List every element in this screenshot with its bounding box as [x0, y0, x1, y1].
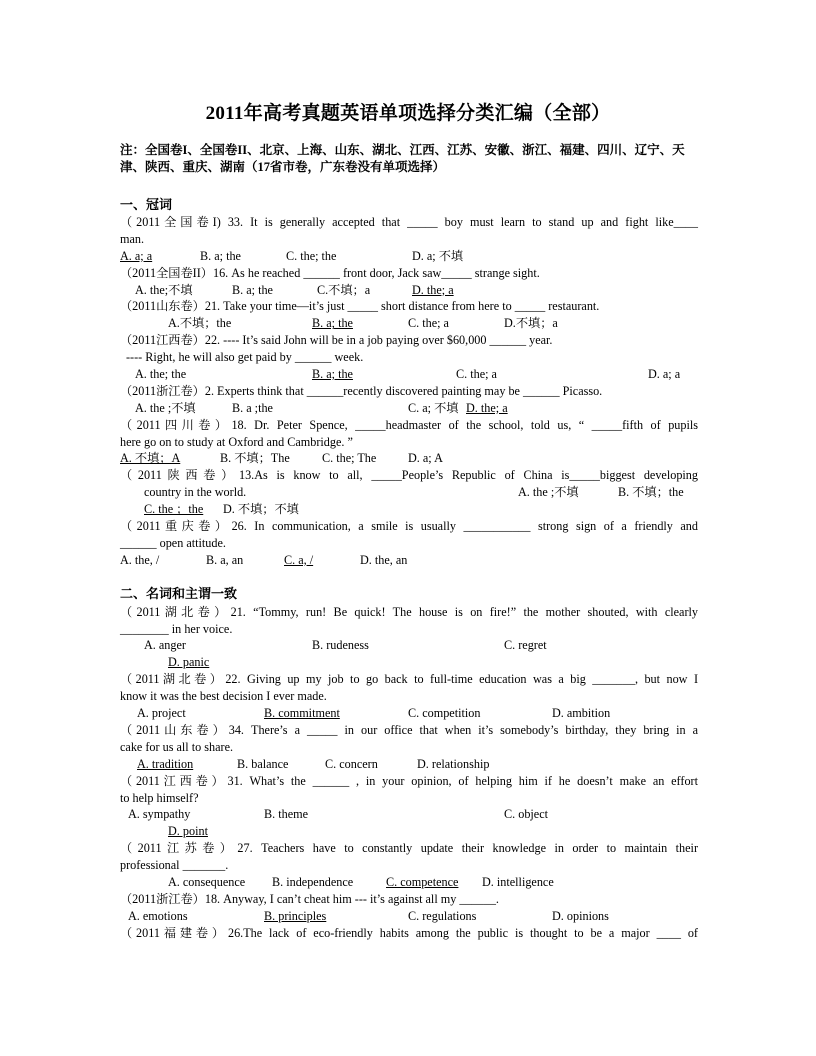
- option-b: B. rudeness: [312, 638, 369, 653]
- option-d: D. the; a: [412, 282, 454, 297]
- question-stem: （2011湖北卷）21. “Tommy, run! Be quick! The house is on fire!” the mother shouted, with clearly: [120, 604, 698, 619]
- question-stem-cont: cake for us all to share.: [120, 739, 234, 754]
- option-b: B. 不填；The: [220, 451, 290, 466]
- option-b: B. 不填；the: [618, 485, 684, 500]
- option-a: A. anger: [144, 638, 186, 653]
- option-a: A. emotions: [128, 908, 188, 923]
- option-a: A. a; a: [120, 248, 153, 263]
- options-row: [120, 806, 698, 823]
- options-row: [120, 756, 698, 773]
- options-row: [120, 908, 698, 925]
- section-heading-nouns: 二、名词和主谓一致: [120, 585, 238, 601]
- option-d: D.不填；a: [504, 316, 558, 331]
- option-a: A. tradition: [137, 756, 194, 771]
- option-a: A. the; the: [135, 367, 187, 382]
- question-stem-cont: country in the world.: [144, 485, 247, 500]
- option-c: C. a; 不填: [408, 400, 459, 415]
- options-row: [120, 501, 698, 518]
- options-row: [120, 552, 698, 569]
- option-c: C. object: [504, 807, 549, 822]
- question-stem-cont: ________ in her voice.: [120, 621, 233, 636]
- option-a: A.不填；the: [168, 316, 232, 331]
- question-stem: （2011江西卷）22. ---- It’s said John will be in a job paying over $60,000 ______ year.: [120, 333, 553, 348]
- option-b: B. independence: [272, 874, 354, 889]
- options-row: [120, 450, 698, 467]
- option-d: D. point: [168, 824, 208, 839]
- option-b: B. a; the: [312, 316, 353, 331]
- option-a: A. the ;不填: [518, 485, 579, 500]
- question-stem-row: [120, 484, 698, 501]
- section-heading-articles: 一、冠词: [120, 197, 173, 212]
- question-stem: （2011全国卷II）16. As he reached ______ front door, Jack saw_____ strange sight.: [120, 265, 540, 280]
- option-d: D. panic: [168, 655, 210, 670]
- option-d: D. a; A: [408, 451, 443, 466]
- option-a: A. the, /: [120, 552, 160, 567]
- options-row: [120, 400, 698, 417]
- option-d: D. 不填；不填: [223, 502, 299, 517]
- note-paragraph: 注：全国卷I、全国卷II、北京、上海、山东、湖北、江西、江苏、安徽、浙江、福建、四川、辽宁、天津、陕西、重庆、湖南（17省市卷，广东卷没有单项选择）: [120, 143, 685, 174]
- options-row: [120, 248, 698, 265]
- option-c: C. regret: [504, 638, 547, 653]
- question-stem-cont: man.: [120, 231, 145, 246]
- question-stem: （2011湖北卷）22. Giving up my job to go back to full-time education was a big _______, but now I: [120, 672, 698, 687]
- option-c: C. the ；the: [144, 502, 204, 517]
- option-c: C. the; the: [286, 248, 337, 263]
- question-stem: （2011四川卷）18. Dr. Peter Spence, _____headmaster of the school, told us, “ _____fifth of pupils: [120, 417, 698, 432]
- option-d: D. opinions: [552, 908, 609, 923]
- option-b: B. a ;the: [232, 400, 273, 415]
- question-stem: （2011浙江卷）2. Experts think that ______recently discovered painting may be ______ Picasso.: [120, 383, 603, 398]
- option-d: D. a; 不填: [412, 248, 464, 263]
- option-d: D. a; a: [648, 367, 681, 382]
- question-stem-cont: know it was the best decision I ever made.: [120, 689, 327, 704]
- option-b: B. a; the: [232, 282, 273, 297]
- question-stem: （2011江苏卷）27. Teachers have to constantly update their knowledge in order to maintain their: [120, 841, 698, 856]
- options-row: [120, 366, 698, 383]
- page-title: 2011年高考真题英语单项选择分类汇编（全部）: [205, 103, 611, 124]
- option-c: C. concern: [325, 756, 378, 771]
- options-row: [120, 823, 698, 840]
- question-stem: （2011全国卷I) 33. It is generally accepted that _____ boy must learn to stand up and fight like____: [120, 215, 698, 229]
- option-d: D. the, an: [360, 552, 408, 567]
- options-row: [120, 705, 698, 722]
- question-stem: （2011福建卷）26.The lack of eco-friendly habits among the public is thought to be a major ____ of: [120, 925, 698, 940]
- options-row: [120, 315, 698, 332]
- question-stem: （2011陕西卷）13.As is know to all, _____People’s Republic of China is_____biggest developing: [120, 468, 698, 483]
- option-d: D. intelligence: [482, 874, 554, 889]
- question-stem-cont: professional _______.: [120, 858, 229, 873]
- question-list: [120, 214, 698, 942]
- option-c: C.不填；a: [317, 282, 371, 297]
- option-b: B. commitment: [264, 706, 340, 721]
- option-c: C. competition: [408, 706, 481, 721]
- options-row: [120, 637, 698, 654]
- option-b: B. theme: [264, 807, 309, 822]
- option-a: A. the ;不填: [135, 400, 196, 415]
- option-c: C. the; The: [322, 451, 377, 466]
- question-stem: （2011浙江卷）18. Anyway, I can’t cheat him --- it’s against all my ______.: [120, 891, 499, 906]
- options-row: [120, 874, 698, 891]
- question-stem: （2011山东卷）34. There’s a _____ in our office that when it’s somebody’s birthday, they bring in a: [120, 722, 698, 737]
- question-stem-cont: ---- Right, he will also get paid by ______ week.: [126, 350, 364, 365]
- question-stem: （2011山东卷）21. Take your time—it’s just _____ short distance from here to _____ restaurant.: [120, 299, 600, 314]
- option-c: C. the; a: [408, 316, 449, 331]
- option-d: D. ambition: [552, 706, 611, 721]
- question-stem: （2011重庆卷）26. In communication, a smile is usually ___________ strong sign of a friendly and: [120, 519, 698, 534]
- question-stem-cont: to help himself?: [120, 790, 199, 805]
- option-b: B. a; the: [312, 367, 353, 382]
- option-c: C. a, /: [284, 552, 314, 567]
- option-b: B. a, an: [206, 552, 244, 567]
- question-stem-cont: here go on to study at Oxford and Cambridge. ”: [120, 434, 353, 449]
- question-stem: （2011江西卷）31. What’s the ______ , in your opinion, of helping him if he doesn’t make an effort: [120, 773, 698, 788]
- option-a: A. consequence: [168, 874, 246, 889]
- question-stem-cont: ______ open attitude.: [120, 535, 226, 550]
- option-c: C. regulations: [408, 908, 477, 923]
- options-row: [120, 654, 698, 671]
- option-a: A. sympathy: [128, 807, 191, 822]
- option-c: C. the; a: [456, 367, 497, 382]
- option-b: B. principles: [264, 908, 327, 923]
- option-a: A. project: [137, 706, 186, 721]
- option-c: C. competence: [386, 874, 459, 889]
- option-d: D. the; a: [466, 400, 508, 415]
- option-d: D. relationship: [417, 756, 490, 771]
- option-b: B. balance: [237, 756, 289, 771]
- option-b: B. a; the: [200, 248, 241, 263]
- option-a: A. 不填；A: [120, 451, 181, 466]
- option-a: A. the;不填: [135, 282, 193, 297]
- options-row: [120, 282, 698, 299]
